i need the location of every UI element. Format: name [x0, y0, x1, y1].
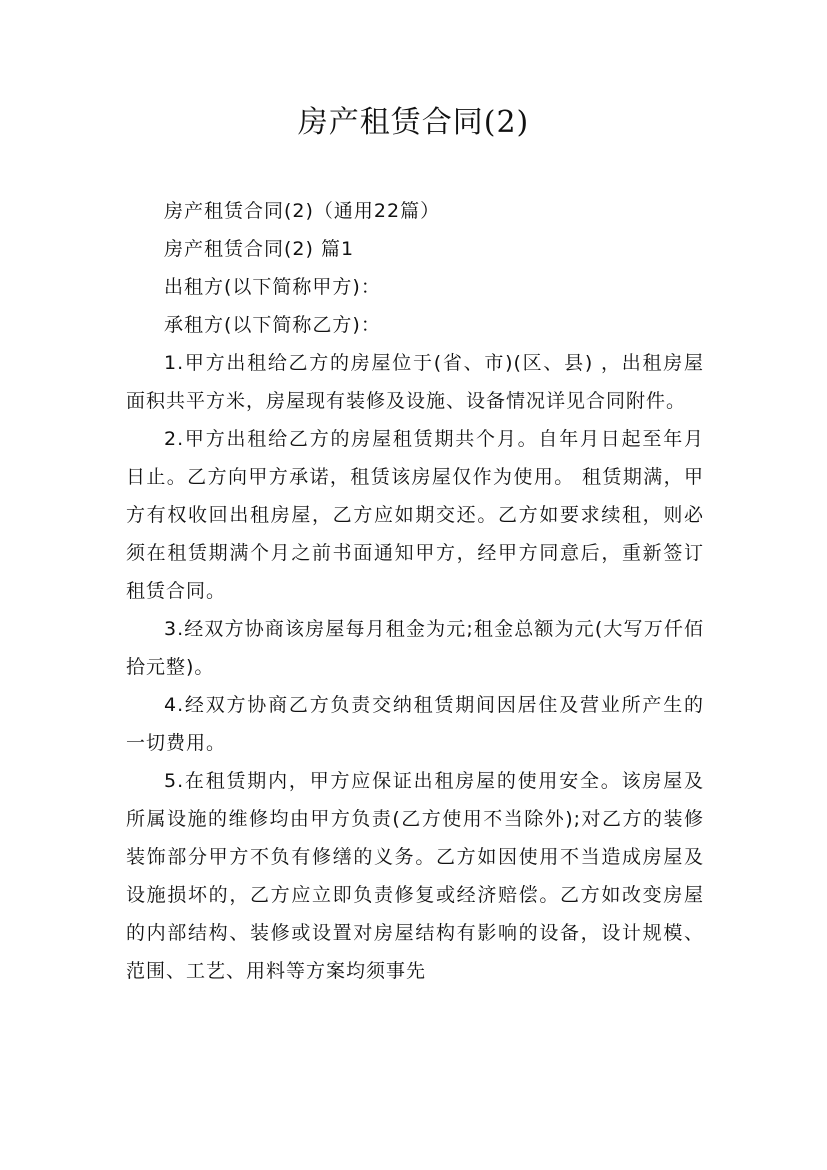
paragraph-lessor: 出租方(以下简称甲方)： [164, 276, 381, 298]
paragraph-heading: 房产租赁合同(2)（通用22篇） [164, 200, 441, 222]
document-title: 房产租赁合同(2) [297, 105, 530, 140]
paragraph-clause-4: 4.经双方协商乙方负责交纳租赁期间因居住及营业所产生的一切费用。 [126, 694, 704, 754]
paragraph-clause-1: 1.甲方出租给乙方的房屋位于(省、市)(区、县) ，出租房屋面积共平方米，房屋现有装修及设施、设备情况详见合同附件。 [126, 352, 704, 412]
paragraph-lessee: 承租方(以下简称乙方)： [164, 314, 381, 336]
paragraph-clause-5: 5.在租赁期内，甲方应保证出租房屋的使用安全。该房屋及所属设施的维修均由甲方负责(乙方使用不当除外);对乙方的装修装饰部分甲方不负有修缮的义务。乙方如因使用不当造成房屋及设施损坏的，乙方应立即负责修复或经济赔偿。乙方如改变房屋的内部结构、装修或设置对房屋结构有影响的设备，设计规模、范围、工艺、用料等方案均须事先 [126, 770, 704, 982]
paragraph-clause-3: 3.经双方协商该房屋每月租金为元;租金总额为元(大写万仟佰拾元整)。 [126, 618, 704, 678]
paragraph-article-label: 房产租赁合同(2) 篇1 [164, 238, 355, 260]
document-body [126, 192, 704, 990]
paragraph-clause-2: 2.甲方出租给乙方的房屋租赁期共个月。自年月日起至年月日止。乙方向甲方承诺，租赁该房屋仅作为使用。 租赁期满，甲方有权收回出租房屋，乙方应如期交还。乙方如要求续租，则必须在租赁期满个月之前书面通知甲方，经甲方同意后，重新签订租赁合同。 [126, 428, 704, 602]
